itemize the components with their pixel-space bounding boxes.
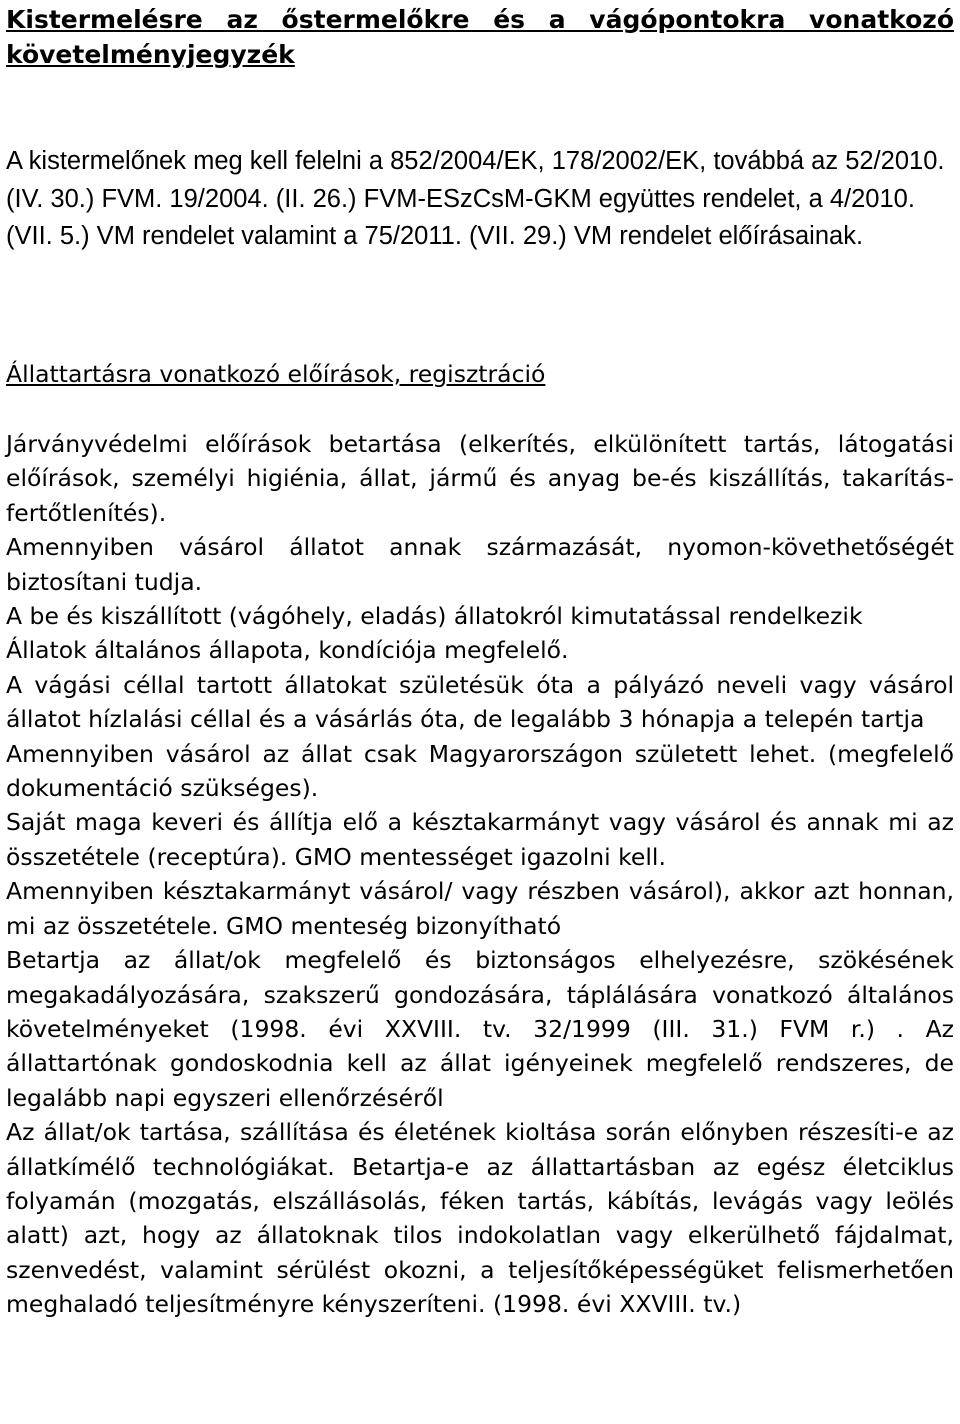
paragraph-animal-welfare: Az állat/ok tartása, szállítása és életének kioltása során előnyben részesíti-e az állatkímélő technológiákat. Betartja-e az állattartásban az egész életciklus folyamán (mozgatás, elszállásolás, féken tartás, kábítás, levágás vagy leölés alatt) azt, hogy az állatoknak tilos indokolatlan vagy elkerülhető fájdalmat, szenvedést, valamint sérülést okozni, a teljesítőképességüket felismerhetően meghaladó teljesítményre kényszeríteni. (1998. évi XXVIII. tv.) [6,1118,954,1319]
paragraph-epidemic-rules: Járványvédelmi előírások betartása (elkerítés, elkülönített tartás, látogatási előírások, személyi higiénia, állat, jármű és anyag be-és kiszállítás, takarítás-fertőtlenítés). [6,430,954,527]
paragraph-housing-requirements: Betartja az állat/ok megfelelő és biztonságos elhelyezésre, szökésének megakadályozására, szakszerű gondozására, táplálására vonatkozó általános követelményeket (1998. évi XXVIII. tv. 32/1999 (III. 31.) FVM r.) . Az állattartónak gondoskodnia kell az állat igényeinek megfelelő rendszeres, de legalább napi egyszeri ellenőrzéséről [6,946,954,1112]
paragraph-traceability: Amennyiben vásárol állatot annak származását, nyomon-követhetőségét biztosítani tudja. [6,533,954,596]
paragraph-raising: A vágási céllal tartott állatokat születésük óta a pályázó neveli vagy vásárol állatot hízlalási céllal és a vásárlás óta, de legalább 3 hónapja a telepén tartja [6,670,954,734]
section-body [6,427,954,1322]
paragraph-feed-mixing: Saját maga keveri és állítja elő a késztakarmányt vagy vásárol és annak mi az összetétele (receptúra). GMO mentességet igazolni kell. [6,808,954,871]
section-heading: Állattartásra vonatkozó előírások, regisztráció [6,360,546,388]
paragraph-records: A be és kiszállított (vágóhely, eladás) állatokról kimutatással rendelkezik [6,602,863,631]
intro-paragraph: A kistermelőnek meg kell felelni a 852/2004/EK, 178/2002/EK, továbbá az 52/2010. (IV. 30.) FVM. 19/2004. (II. 26.) FVM-ESzCsM-GKM együttes rendelet, a 4/2010. (VII. 5.) VM rendelet valamint a 75/2011. (VII. 29.) VM rendelet előírásainak. [6,147,945,250]
paragraph-origin: Amennyiben vásárol az állat csak Magyarországon született lehet. (megfelelő dokumentáció szükséges). [6,739,954,803]
paragraph-condition: Állatok általános állapota, kondíciója megfelelő. [6,636,569,665]
document-title: Kistermelésre az őstermelőkre és a vágópontokra vonatkozó követelményjegyzék [6,5,954,69]
paragraph-feed-purchase: Amennyiben késztakarmányt vásárol/ vagy részben vásárol), akkor azt honnan, mi az összetétele. GMO menteség bizonyítható [6,877,954,940]
